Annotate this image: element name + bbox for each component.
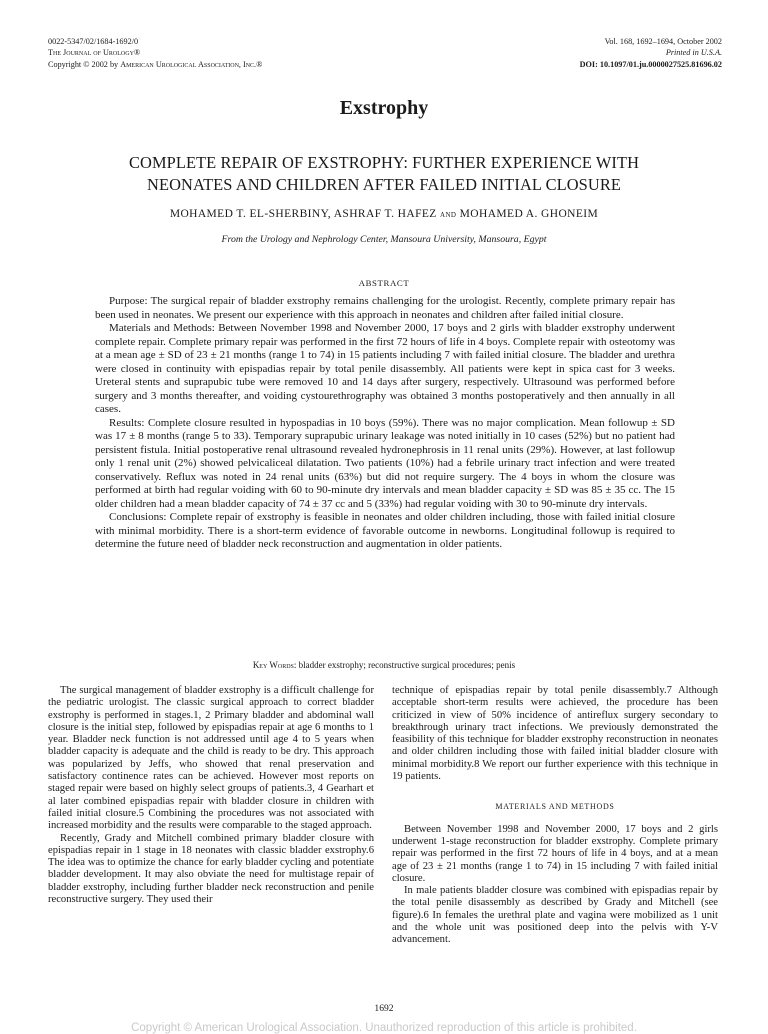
body-paragraph: technique of epispadias repair by total penile disassembly.7 Although acceptable short-term results were achieved, the procedure has been criticized in view of 50% incidence of antireflux surgery secondary to breakthrough urinary tract infections. We previously demonstrated the feasibility of this technique for bladder exstrophy reconstruction in neonates and older children including those with failed initial bladder closure with minimal morbidity.8 We report our further experience with this technique in 19 patients.	[392, 685, 718, 783]
body-paragraph: Between November 1998 and November 2000, 17 boys and 2 girls underwent 1-stage reconstruction for bladder exstrophy. Complete primary repair was performed in the first 72 hours of life in 4 boys, and at a mean age of 23 ± 21 months (range 1 to 74) in 15 including 7 with failed initial closure.	[392, 823, 718, 884]
body-paragraph: In male patients bladder closure was combined with epispadias repair by the total penile disassembly as described by Grady and Mitchell (see figure).6 In females the urethral plate and vagina were mobilized as 1 unit and the whole unit was positioned deep into the pelvis with Y-V advancement.	[392, 885, 718, 946]
title-line-1: COMPLETE REPAIR OF EXSTROPHY: FURTHER EXPERIENCE WITH	[128, 153, 640, 172]
article-title	[40, 152, 728, 196]
copyright-watermark: Copyright © American Urological Association. Unauthorized reproduction of this article is prohibited.	[131, 1022, 637, 1034]
doi: DOI: 10.1097/01.ju.0000027525.81696.02	[579, 59, 722, 69]
abstract-conclusions: Conclusions: Complete repair of exstrophy is feasible in neonates and older children including, those with failed initial closure with minimal morbidity. There is a short-term evidence of favorable outcome in newborns. Longitudinal followup is required to determine the future need of bladder neck reconstruction and augmentation in older patients.	[95, 511, 675, 550]
journal-issn: 0022-5347/02/1684-1692/0	[48, 37, 139, 46]
section-title: Exstrophy	[339, 97, 429, 119]
authors	[0, 208, 768, 220]
title-line-2: NEONATES AND CHILDREN AFTER FAILED INITIAL CLOSURE	[147, 175, 621, 194]
copyright-prefix: Copyright © 2002 by	[48, 59, 121, 69]
journal-header-left	[48, 36, 262, 70]
keywords-list: bladder exstrophy; reconstructive surgical procedures; penis	[298, 660, 516, 670]
body-paragraph: Recently, Grady and Mitchell combined primary bladder closure with epispadias repair in 1 stage in 18 neonates with classic bladder exstrophy.6 The idea was to optimize the chance for early bladder cycling and potentiate bladder development. It may also obviate the need for multistage repair of bladder exstrophy, including further bladder neck reconstruction and penile reconstructive surgery. They used their	[48, 832, 374, 906]
journal-name: The Journal of Urology®	[48, 48, 141, 58]
authors-and: and	[440, 209, 457, 220]
methods-heading: MATERIALS AND METHODS	[495, 802, 615, 812]
affiliation: From the Urology and Nephrology Center, Mansoura University, Mansoura, Egypt	[221, 234, 547, 245]
abstract-methods: Materials and Methods: Between November 1998 and November 2000, 17 boys and 2 girls with bladder exstrophy underwent complete repair. Complete primary repair was performed in the first 72 hours of life in 4 boys. Complete repair with osteotomy was at a mean age ± SD of 23 ± 21 months (range 1 to 74) in 15 patients including 7 with failed initial closure. The bladder and urethra were closed in continuity with epispadias repair by total penile disassembly. All patients were kept in spica cast for 3 weeks. Ureteral stents and suprapubic tube were removed 10 and 14 days after surgery, respectively. Ultrasound was performed before surgery and 3 months thereafter, and voiding cystourethrography was obtained 3 months postoperatively and then annually in all cases.	[95, 322, 675, 415]
printed-in: Printed in U.S.A.	[665, 48, 722, 58]
journal-header-right	[580, 36, 722, 70]
copyright-org: American Urological Association, Inc.®	[120, 59, 263, 69]
abstract-purpose: Purpose: The surgical repair of bladder exstrophy remains challenging for the urologist. Recently, complete primary repair has been used in neonates. We present our experience with this approach in neonates and children after failed initial closure.	[95, 295, 675, 321]
body-column-right	[392, 685, 718, 947]
abstract-results: Results: Complete closure resulted in hypospadias in 10 boys (59%). There was no major complication. Mean followup ± SD was 17 ± 8 months (range 5 to 33). Temporary suprapubic urinary leakage was noted initially in 10 cases (52%) but no patient had persistent fistula. Initial postoperative renal ultrasound revealed hydronephrosis in 11 renal units (29%). However, at last followup only 1 renal unit (2%) showed pelvicaliceal dilatation. Two patients (10%) had a febrile urinary tract infection and were treated conservatively. Reflux was noted in 24 renal units (63%) but did not require surgery. The 4 boys in whom the closure was performed at birth had regular voiding with 60 to 90-minute dry intervals and mean bladder capacity ± SD was 85 ± 35 cc. The 15 older children had a mean bladder capacity of 74 ± 37 cc and 5 (33%) had regular voiding with 30 to 90-minute dry intervals.	[95, 416, 675, 510]
keywords	[0, 660, 768, 670]
journal-volume: Vol. 168, 1692–1694, October 2002	[604, 37, 722, 46]
body-column-left	[48, 685, 374, 906]
keywords-label: Key Words:	[252, 660, 297, 670]
abstract	[95, 295, 675, 552]
authors-last: MOHAMED A. GHONEIM	[459, 208, 599, 220]
abstract-heading: ABSTRACT	[358, 278, 410, 288]
journal-copyright	[48, 59, 262, 70]
authors-first: MOHAMED T. EL-SHERBINY, ASHRAF T. HAFEZ	[169, 208, 437, 220]
body-paragraph: The surgical management of bladder exstrophy is a difficult challenge for the pediatric urologist. The classic surgical approach to correct bladder exstrophy is performed in stages.1, 2 Primary bladder and abdominal wall closure is the initial step, followed by epispadias repair at age 6 months to 1 year. Bladder neck function is not addressed until age 4 to 5 years when bladder capacity is adequate and the child is ready to be dry. This approach was popularized by Jeffs, who showed that renal preservation and satisfactory continence rates can be achieved. However most reports on staged repair were based on highly select groups of patients.3, 4 Gearhart et al later combined epispadias repair with bladder closure in children with failed initial closure.5 Combining the procedures was not associated with increased morbidity and the results were comparable to the staged approach.	[48, 685, 374, 832]
page-number: 1692	[374, 1003, 394, 1014]
